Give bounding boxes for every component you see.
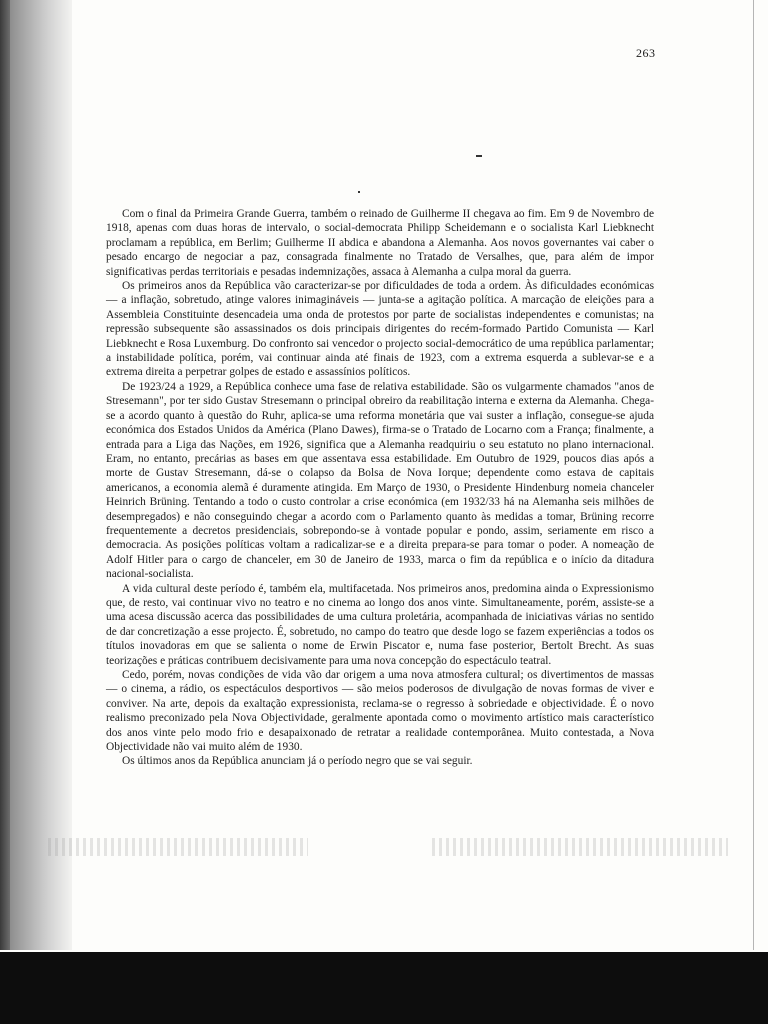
body-text (106, 207, 654, 769)
paragraph: A vida cultural deste período é, também ela, multifacetada. Nos primeiros anos, predomina ainda o Expressionismo que, de resto, vai continuar vivo no teatro e no cinema ao longo dos anos vinte. Simultaneamente, porém, assiste-se a uma acesa discussão acerca das possibilidades de uma cultura proletária, acompanhada de iniciativas várias no sentido de dar concretização a esse projecto. É, sobretudo, no campo do teatro que desde logo se fazem experiências a todos os títulos inovadoras em que se salienta o nome de Erwin Piscator e, numa fase posterior, Bertolt Brecht. As suas teorizações e práticas contribuem decisivamente para uma nova concepção do espectáculo teatral. (106, 582, 654, 667)
scan-speck (476, 155, 482, 157)
page-edge-line (753, 0, 754, 950)
show-through-smudge (432, 838, 728, 856)
paragraph: De 1923/24 a 1929, a República conhece uma fase de relativa estabilidade. São os vulgarmente chamados "anos de Stresemann", por ter sido Gustav Stresemann o principal obreiro da reabilitação interna e externa da Alemanha. Chega-se a acordo quanto à questão do Ruhr, aplica-se uma reforma monetária que vai suster a inflação, consegue-se ajuda económica dos Estados Unidos da América (Plano Dawes), firma-se o Tratado de Locarno com a França; finalmente, a entrada para a Liga das Nações, em 1926, significa que a Alemanha readquiriu o seu estatuto no plano internacional. Eram, no entanto, precárias as bases em que assentava essa estabilidade. Em Outubro de 1929, poucos dias após a morte de Gustav Stresemann, dá-se o colapso da Bolsa de Nova Iorque; dependente como estava de capitais americanos, a economia alemã é duramente atingida. Em Março de 1930, o Presidente Hindenburg nomeia chanceler Heinrich Brüning. Tentando a todo o custo controlar a crise económica (em 1932/33 há na Alemanha seis milhões de desempregados) e não conseguindo chegar a acordo com o Parlamento quanto às medidas a tomar, Brüning recorre frequentemente a decretos presidenciais, sobrepondo-se à vontade popular e pondo, assim, seriamente em risco a democracia. As posições políticas voltam a radicalizar-se e a direita prepara-se para tomar o poder. A nomeação de Adolf Hitler para o cargo de chanceler, em 30 de Janeiro de 1933, marca o fim da república e o início da ditadura nacional-socialista. (106, 380, 654, 581)
paragraph: Cedo, porém, novas condições de vida vão dar origem a uma nova atmosfera cultural; os divertimentos de massas — o cinema, a rádio, os espectáculos desportivos — são meios poderosos de divulgação de novas formas de viver e conviver. Na arte, depois da exaltação expressionista, reclama-se o regresso à sobriedade e objectividade. É o novo realismo preconizado pela Nova Objectividade, geralmente apontada como o movimento artístico mais característico dos anos vinte pelo modo frio e desapaixonado de retratar a realidade contemporânea. Muito contestada, a Nova Objectividade não vai muito além de 1930. (106, 669, 654, 754)
scan-speck (358, 191, 360, 193)
page-number: 263 (636, 46, 656, 60)
book-gutter-shadow (0, 0, 72, 950)
book-spine-edge (0, 0, 10, 950)
show-through-smudge (48, 838, 308, 856)
paragraph: Os últimos anos da República anunciam já o período negro que se vai seguir. (122, 755, 473, 768)
scan-bottom-border (0, 952, 768, 1024)
paragraph: Com o final da Primeira Grande Guerra, também o reinado de Guilherme II chegava ao fim. Em 9 de Novembro de 1918, apenas com duas horas de intervalo, o social-democrata Philipp Scheidemann e o socialista Karl Liebknecht proclamam a república, em Berlim; Guilherme II abdica e abandona a Alemanha. Aos novos governantes vai caber o pesado encargo de negociar a paz, consagrada finalmente no Tratado de Versalhes, que, para além de impor significativas perdas territoriais e pesadas indemnizações, assaca à Alemanha a culpa moral da guerra. (106, 208, 654, 278)
paragraph: Os primeiros anos da República vão caracterizar-se por dificuldades de toda a ordem. Às dificuldades económicas — a inflação, sobretudo, atinge valores inimagináveis — junta-se a agitação política. A marcação de eleições para a Assembleia Constituinte desencadeia uma onda de protestos por parte de socialistas independentes e comunistas; na repressão subsequente são assassinados os dois principais dirigentes do recém-formado Partido Comunista — Karl Liebknecht e Rosa Luxemburg. Do confronto sai vencedor o projecto social-democrático de uma república parlamentar; a instabilidade política, porém, vai continuar ainda até finais de 1923, com a extrema esquerda a sublevar-se e a extrema direita a perpetrar golpes de estado e assassínios políticos. (106, 280, 654, 379)
